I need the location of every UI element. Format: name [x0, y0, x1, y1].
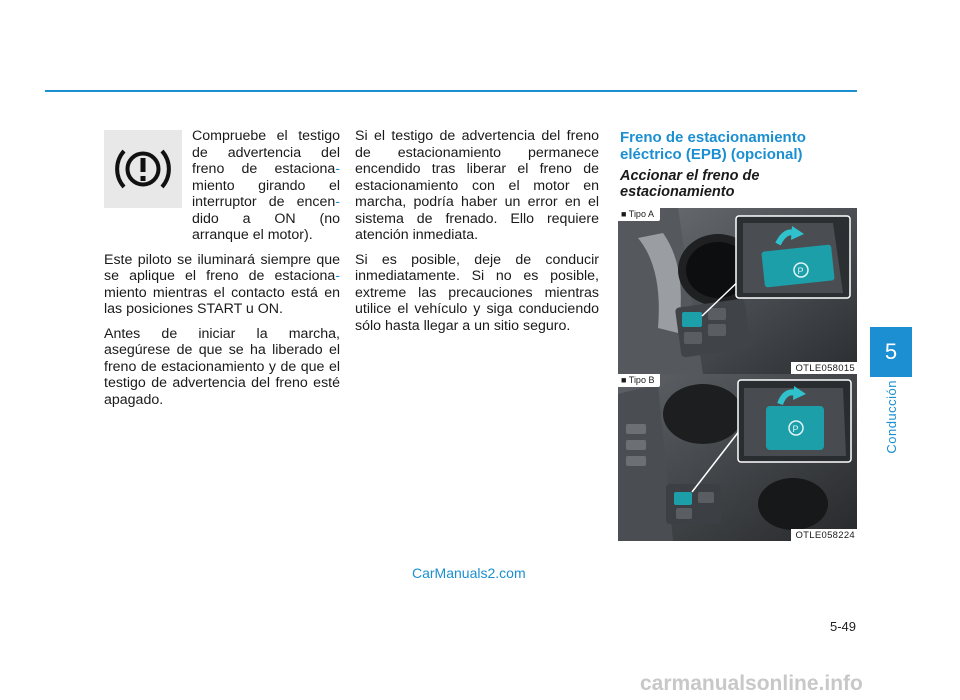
- figure-label: ■ Tipo A: [618, 208, 660, 221]
- chapter-name: Conducción: [883, 380, 899, 454]
- header-rule: [45, 90, 857, 92]
- warning-block: [104, 128, 340, 244]
- figure-type-b: [618, 374, 857, 541]
- figure-type-a: [618, 208, 857, 374]
- paragraph: Este piloto se iluminará siempre que se aplique el freno de estaciona-miento mientras el contacto está en las posiciones START u ON.: [104, 251, 340, 317]
- brake-warning-icon: [104, 130, 182, 208]
- console-illustration-a: [618, 208, 857, 374]
- figure-label: ■ Tipo B: [618, 374, 660, 387]
- footer-watermark: carmanualsonline.info: [640, 672, 863, 695]
- warning-text: Compruebe el testigo de advertencia del freno de estaciona-miento girando el interruptor de encen-dido a ON (no arranque el motor).: [192, 128, 340, 243]
- figure-code: OTLE058224: [791, 529, 857, 541]
- chapter-title: [870, 380, 912, 460]
- console-illustration-b: [618, 374, 857, 541]
- chapter-tab: [870, 327, 912, 377]
- column-1: [104, 128, 340, 416]
- column-2: [355, 128, 599, 342]
- svg-text:P: P: [797, 266, 804, 276]
- page-number: 5-49: [829, 619, 856, 634]
- chapter-number: 5: [884, 339, 898, 364]
- watermark-link[interactable]: CarManuals2.com: [412, 565, 526, 581]
- paragraph: Si el testigo de advertencia del freno de estacionamiento permanece encendido tras liberar el freno de estacionamiento con el motor en marcha, podría haber un error en el sistema de frenado. Ello requiere atención inmediata.: [355, 128, 599, 243]
- section-heading: Freno de estacionamiento eléctrico (EPB) (opcional): [620, 129, 806, 163]
- paragraph: Antes de iniciar la marcha, asegúrese de que se ha liberado el freno de estacionamiento y de que el testigo de advertencia del freno esté apagado.: [104, 325, 340, 408]
- figure-code: OTLE058015: [791, 362, 857, 374]
- section-subheading: Accionar el freno de estacionamiento: [620, 168, 760, 200]
- svg-text:P: P: [792, 424, 799, 434]
- paragraph: Si es posible, deje de conducir inmediatamente. Si no es posible, extreme las precauciones mientras utilice el vehículo y siga conduciendo sólo hasta llegar a un sitio seguro.: [355, 251, 599, 334]
